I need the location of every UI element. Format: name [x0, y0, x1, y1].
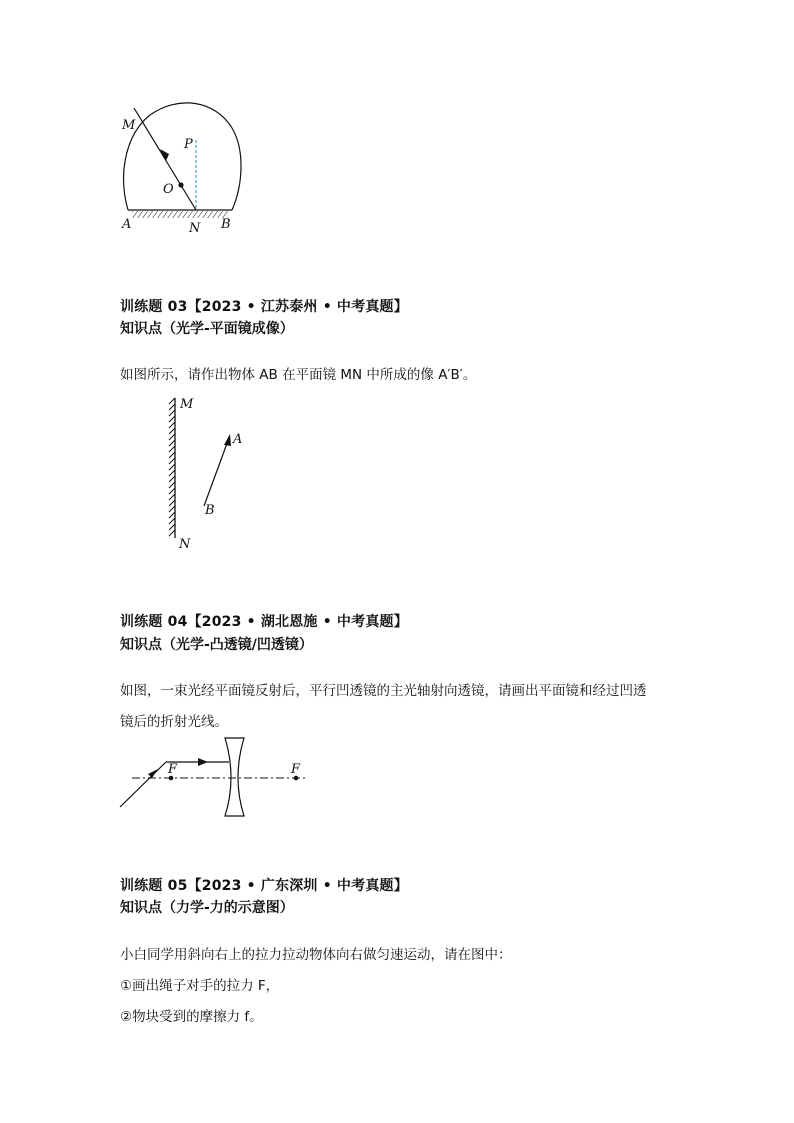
incident-ray [120, 762, 166, 807]
mirror-hatching [132, 211, 228, 218]
point-o [178, 182, 183, 187]
label-o: O [163, 182, 174, 197]
problem03-knowledge: 知识点（光学-平面镜成像） [120, 321, 294, 337]
label-b: B [205, 503, 215, 518]
label-p: P [184, 137, 193, 152]
label-b: B [221, 217, 231, 232]
reflected-arrow [198, 758, 208, 766]
label-f-right: F [291, 762, 301, 777]
problem04-text-line2: 镜后的折射光线。 [120, 714, 228, 730]
problem05-knowledge: 知识点（力学-力的示意图） [120, 900, 294, 916]
problem04-knowledge: 知识点（光学-凸透镜/凹透镜） [120, 637, 313, 653]
problem03-text: 如图所示，请作出物体 AB 在平面镜 MN 中所成的像 A′B′。 [120, 367, 477, 383]
label-m: M [122, 118, 136, 133]
problem04-text-line1: 如图，一束光经平面镜反射后，平行凹透镜的主光轴射向透镜，请画出平面镜和经过凹透 [120, 683, 647, 699]
label-n: N [189, 221, 201, 236]
problem04-title: 训练题 04【2023 • 湖北恩施 • 中考真题】 [120, 614, 408, 630]
diagram-semicircle-mirror [0, 0, 794, 260]
diagram-plane-mirror [0, 390, 794, 560]
diagram-concave-lens [0, 730, 794, 830]
object-ab [204, 438, 229, 506]
label-f-left: F [168, 762, 178, 777]
label-a: A [122, 217, 132, 232]
object-arrowhead [224, 434, 231, 446]
problem05-text: 小白同学用斜向右上的拉力拉动物体向右做匀速运动，请在图中： [120, 947, 512, 963]
concave-lens [225, 738, 244, 816]
problem03-title: 训练题 03【2023 • 江苏泰州 • 中考真题】 [120, 299, 408, 315]
problem05-item1: ①画出绳子对手的拉力 F， [120, 978, 280, 994]
problem05-item2: ②物块受到的摩擦力 f。 [120, 1009, 263, 1025]
label-n: N [179, 537, 191, 552]
label-a: A [233, 432, 243, 447]
mirror-hatching [169, 398, 175, 536]
label-m: M [180, 397, 194, 412]
problem05-title: 训练题 05【2023 • 广东深圳 • 中考真题】 [120, 878, 408, 894]
incident-arrow [148, 769, 158, 778]
